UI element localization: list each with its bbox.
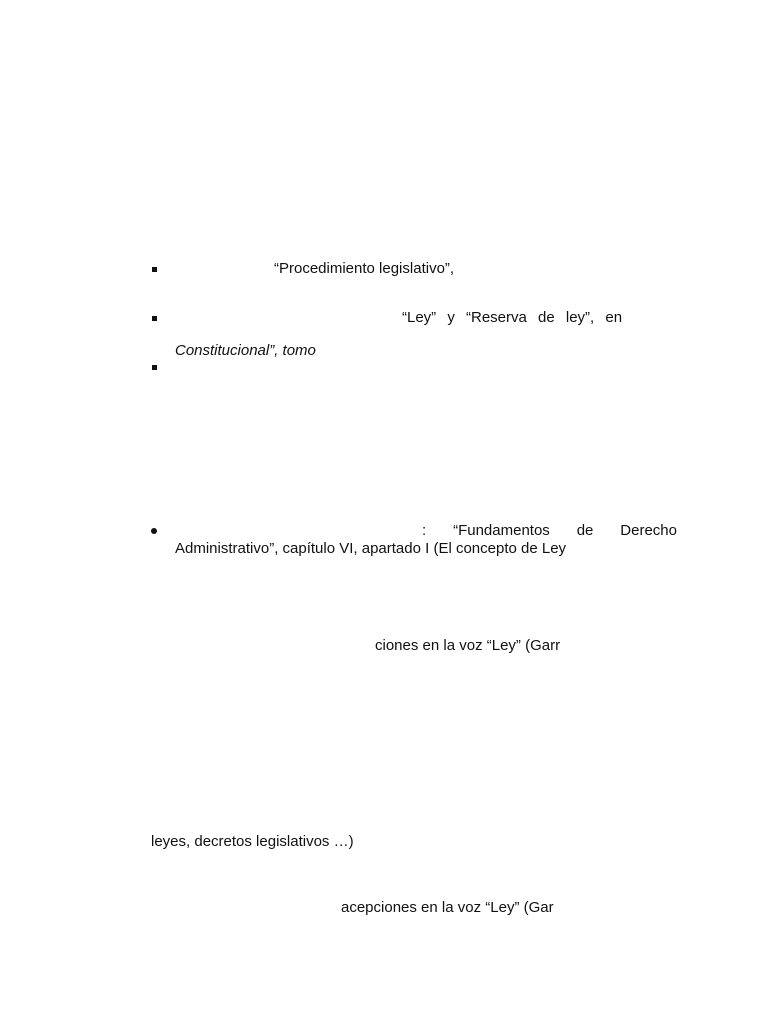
acciones-fragment: ciones en la voz “Ley” (Garr bbox=[375, 637, 561, 654]
bullet-square-2 bbox=[152, 316, 157, 321]
bullet-2-text: “Ley” y “Reserva de ley”, en bbox=[402, 309, 623, 326]
bullet-4-word-1: : bbox=[422, 522, 427, 539]
bullet-square-3 bbox=[152, 365, 157, 370]
bullet-4-word-4: Derecho bbox=[620, 522, 677, 539]
bullet-round-4 bbox=[151, 528, 157, 534]
bullet-4-line1 bbox=[422, 522, 677, 540]
bullet-4-word-2: “Fundamentos bbox=[453, 522, 550, 539]
leyes-fragment: leyes, decretos legislativos …) bbox=[151, 833, 354, 850]
bullet-4-line2: Administrativo”, capítulo VI, apartado I (El concepto de Ley bbox=[175, 540, 567, 557]
bullet-2-continuation: Constitucional”, tomo bbox=[175, 342, 316, 359]
acepciones-fragment: acepciones en la voz “Ley” (Gar bbox=[341, 899, 554, 916]
bullet-square-1 bbox=[152, 267, 157, 272]
bullet-4-word-3: de bbox=[576, 522, 594, 539]
bullet-1-text: “Procedimiento legislativo”, bbox=[274, 260, 455, 277]
